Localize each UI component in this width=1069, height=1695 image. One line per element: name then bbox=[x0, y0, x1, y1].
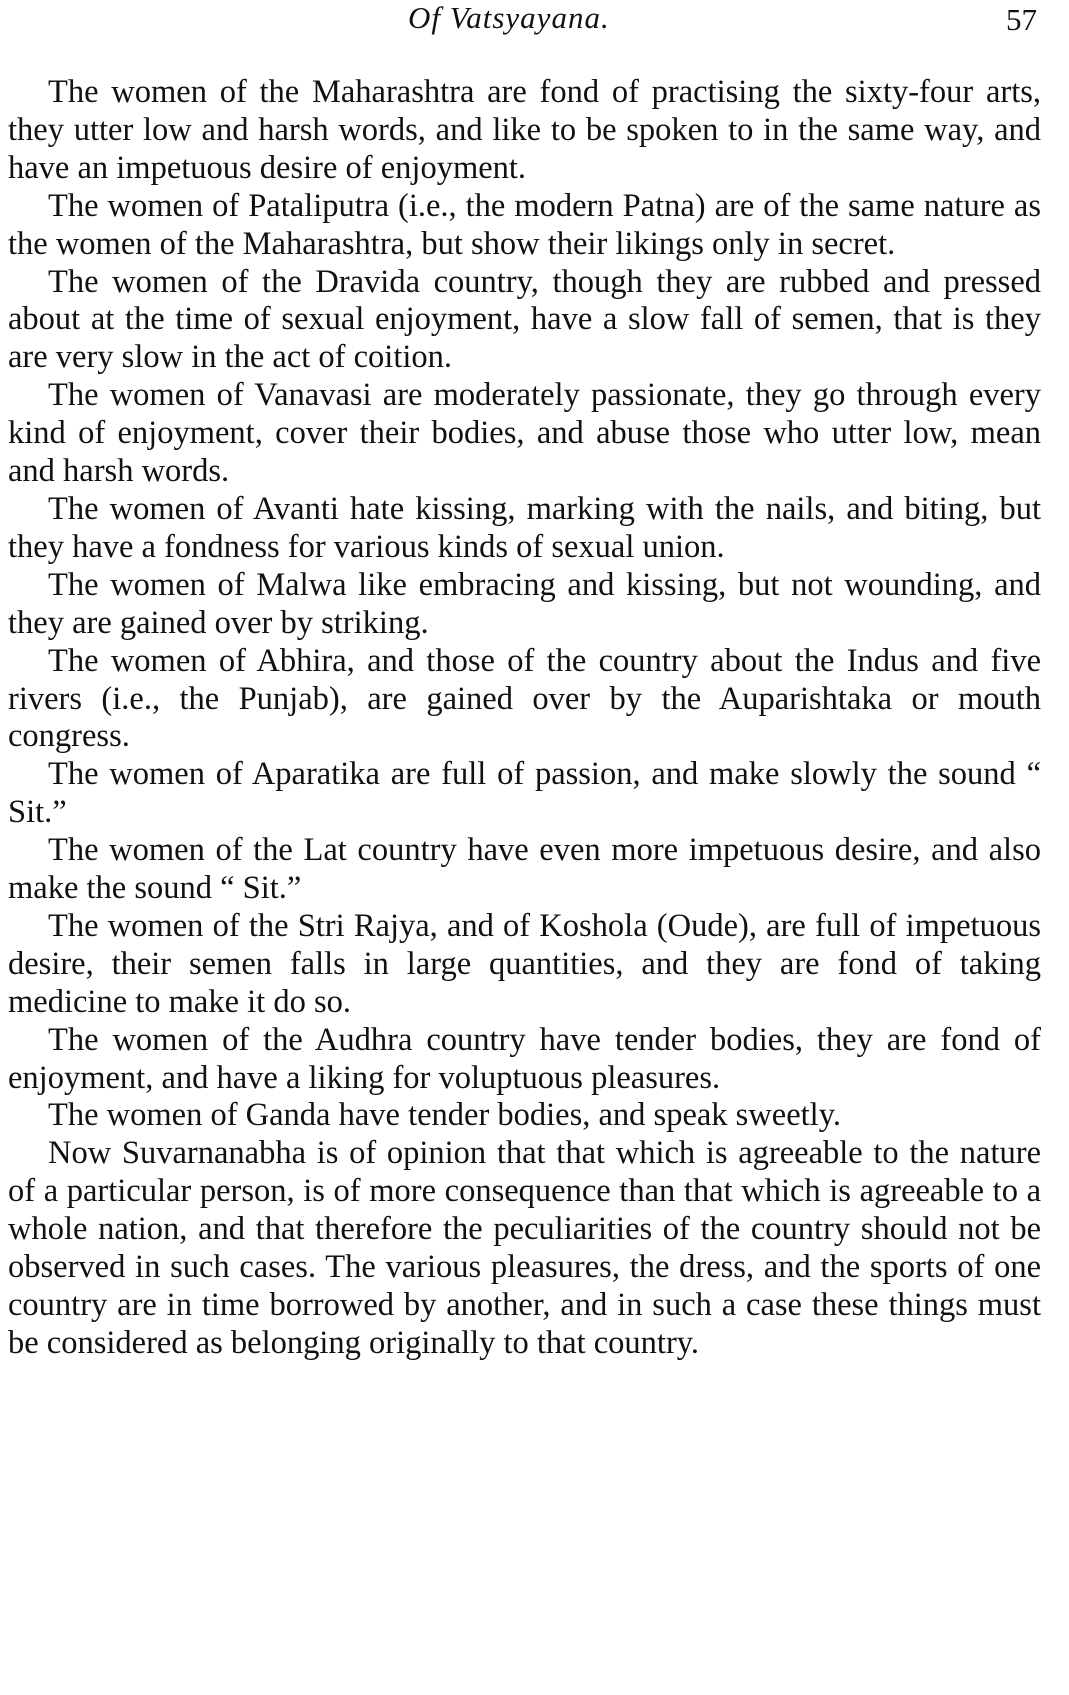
paragraph-lat: The women of the Lat country have even more impetuous desire, and also make the sound “ Sit.” bbox=[8, 832, 1041, 907]
paragraph-stri-rajya: The women of the Stri Rajya, and of Koshola (Oude), are full of impetuous desire, their semen falls in large quantities, and they are fond of taking medicine to make it do so. bbox=[8, 907, 1041, 1020]
page-number: 57 bbox=[1006, 2, 1037, 37]
body-text bbox=[8, 74, 1041, 1363]
paragraph-ganda: The women of Ganda have tender bodies, and speak sweetly. bbox=[48, 1097, 841, 1134]
paragraph-dravida: The women of the Dravida country, though they are rubbed and pressed about at the time of sexual enjoyment, have a slow fall of semen, that is they are very slow in the act of coition. bbox=[8, 263, 1041, 376]
running-title: Of Vatsyayana. bbox=[408, 0, 610, 35]
paragraph-vanavasi: The women of Vanavasi are moderately passionate, they go through every kind of enjoyment, cover their bodies, and abuse those who utter low, mean and harsh words. bbox=[8, 377, 1041, 490]
paragraph-maharashtra: The women of the Maharashtra are fond of practising the sixty-four arts, they utter low and harsh words, and like to be spoken to in the same way, and have an impetuous desire of enjoyment. bbox=[8, 74, 1041, 186]
paragraph-malwa: The women of Malwa like embracing and kissing, but not wounding, and they are gained over by striking. bbox=[8, 566, 1041, 641]
paragraph-avanti: The women of Avanti hate kissing, marking with the nails, and biting, but they have a fondness for various kinds of sexual union. bbox=[8, 490, 1041, 565]
paragraph-aparatika: The women of Aparatika are full of passion, and make slowly the sound “ Sit.” bbox=[8, 756, 1041, 831]
paragraph-pataliputra: The women of Pataliputra (i.e., the modern Patna) are of the same nature as the women of the Maharashtra, but show their likings only in secret. bbox=[8, 187, 1041, 262]
paragraph-audhra: The women of the Audhra country have tender bodies, they are fond of enjoyment, and have a liking for voluptuous pleasures. bbox=[8, 1021, 1041, 1096]
running-head bbox=[8, 0, 1041, 60]
paragraph-suvarnanabha: Now Suvarnanabha is of opinion that that which is agreeable to the nature of a particular person, is of more consequence than that which is agreeable to a whole nation, and that therefore the peculiarities of the country should not be observed in such cases. The various pleasures, the dress, and the sports of one country are in time borrowed by another, and in such a case these things must be considered as belonging originally to that country. bbox=[8, 1135, 1041, 1361]
paragraph-abhira: The women of Abhira, and those of the country about the Indus and five rivers (i.e., the Punjab), are gained over by the Auparishtaka or mouth congress. bbox=[8, 642, 1041, 755]
